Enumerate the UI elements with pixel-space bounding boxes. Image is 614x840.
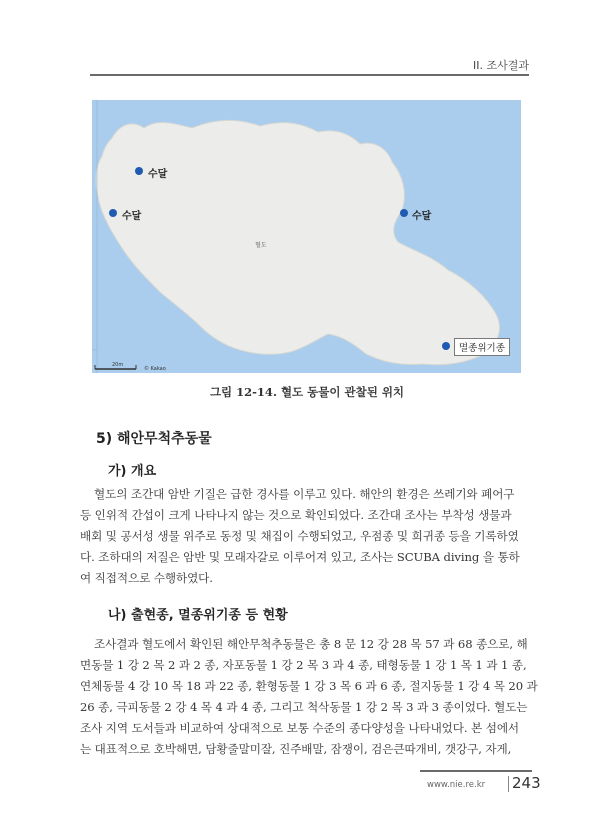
paragraph-line: 배회 및 공서성 생물 위주로 동정 및 채집이 수행되었고, 우점종 및 희귀종 등을 기록하였 (80, 529, 519, 543)
footer-separator (508, 776, 509, 792)
figure-caption: 그림 12-14. 혈도 동물이 관찰된 위치 (209, 385, 405, 399)
marker-label-otter-3: 수달 (412, 211, 432, 222)
paragraph-line: 혈도의 조간대 암반 기질은 급한 경사를 이루고 있다. 해안의 환경은 쓰레기와 폐어구 (94, 487, 515, 501)
header-divider (90, 74, 529, 76)
paragraph-line: 연체동물 4 강 10 목 18 과 22 종, 환형동물 1 강 3 목 6 과 6 종, 절지동물 1 강 4 목 20 과 (80, 679, 538, 693)
page-number: 243 (512, 774, 541, 792)
paragraph-line: 다. 조하대의 저질은 암반 및 모래자갈로 이루어져 있고, 조사는 SCUBA diving 을 통하 (80, 550, 520, 564)
paragraph-line: 는 대표적으로 호박해면, 담황줄말미잘, 진주배말, 잠쟁이, 검은큰따개비, 갯강구, 자게, (80, 742, 512, 756)
subsection-heading-overview: 가) 개요 (108, 464, 157, 479)
marker-label-endangered: 멸종위기종 (454, 338, 510, 356)
footer-url: www.nie.re.kr (427, 780, 486, 790)
footer-divider (420, 770, 532, 772)
marker-label-otter-2: 수달 (122, 211, 142, 222)
scale-label: 20m (112, 362, 124, 368)
paragraph-line: 면동물 1 강 2 목 2 과 2 종, 자포동물 1 강 2 목 3 과 4 종, 태형동물 1 강 1 목 1 과 1 종, (80, 658, 527, 672)
paragraph-line: 조사결과 혈도에서 확인된 해안무척추동물은 총 8 문 12 강 28 목 57 과 68 종으로, 해 (94, 637, 528, 651)
location-marker (135, 167, 143, 175)
paragraph-line: 26 종, 극피동물 2 강 4 목 4 과 4 종, 그리고 척삭동물 1 강 2 목 3 과 3 종이었다. 혈도는 (80, 700, 528, 714)
subsection-heading-species: 나) 출현종, 멸종위기종 등 현황 (108, 608, 288, 623)
map-watermark: © Kakao (144, 366, 166, 372)
section-heading: 5) 해안무척추동물 (96, 431, 212, 447)
location-marker (400, 209, 408, 217)
location-marker (442, 342, 450, 350)
island-map (92, 100, 521, 373)
paragraph-line: 조사 지역 도서들과 비교하여 상대적으로 보통 수준의 종다양성을 나타내었다. 본 섬에서 (80, 721, 520, 735)
map-canvas (92, 100, 521, 373)
paragraph-line: 여 직접적으로 수행하였다. (80, 571, 213, 585)
paragraph-line: 등 인위적 간섭이 크게 나타나지 않는 것으로 확인되었다. 조간대 조사는 부착성 생물과 (80, 508, 512, 522)
island-landmass (96, 120, 500, 364)
marker-label-otter-1: 수달 (148, 169, 168, 180)
location-marker (109, 209, 117, 217)
island-name-label: 혈도 (255, 242, 267, 249)
running-header: II. 조사결과 (473, 59, 529, 72)
